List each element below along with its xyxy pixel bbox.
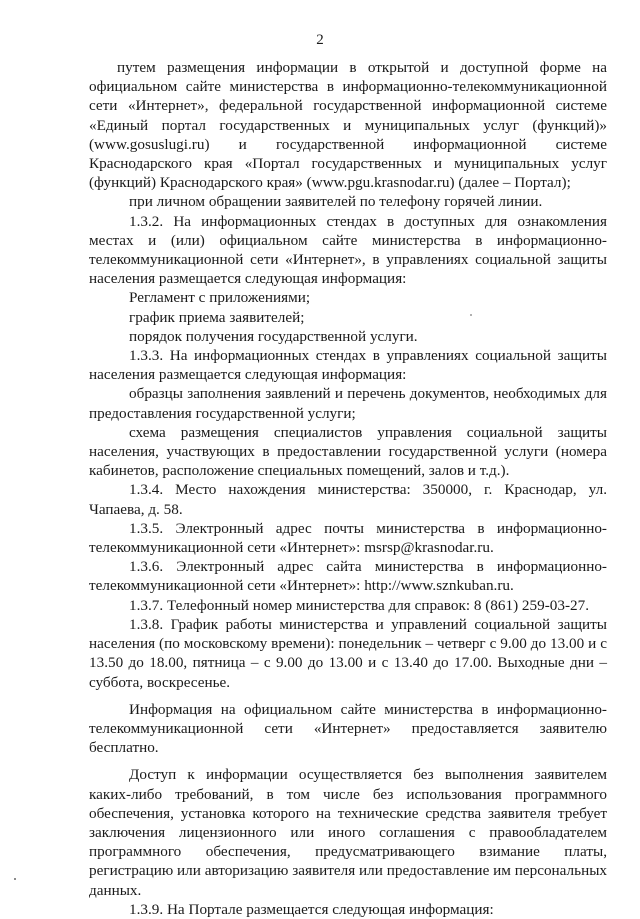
paragraph-free-information: Информация на официальном сайте министерства в информационно-телекоммуникационной сети «Интернет» предоставляется заявителю бесплатно.	[89, 700, 607, 757]
list-item-staff-layout: схема размещения специалистов управления социальной защиты населения, участвующих в предоставлении государственной услуги (номера кабинетов, расположение специальных помещений, залов и т.д.).	[89, 423, 607, 480]
paragraph-1-3-3: 1.3.3. На информационных стендах в управлениях социальной защиты населения размещается следующая информация:	[89, 347, 607, 384]
scan-speck	[470, 314, 472, 316]
paragraph-1-3-5-email: 1.3.5. Электронный адрес почты министерства в информационно-телекоммуникационной сети «Интернет»: msrsp@krasnodar.ru.	[89, 519, 607, 557]
list-item-regulation: Регламент с приложениями;	[129, 289, 311, 307]
paragraph-1-3-9-portal: 1.3.9. На Портале размещается следующая информация:	[129, 900, 494, 918]
paragraph-1-3-6-website: 1.3.6. Электронный адрес сайта министерства в информационно-телекоммуникационной сети «Интернет»: http://www.sznkuban.ru.	[89, 558, 607, 595]
paragraph-1-3-2: 1.3.2. На информационных стендах в доступных для ознакомления местах и (или) официальном сайте министерства в информационно-телекоммуникационной сети «Интернет», в управлениях социальной защиты населения размещается следующая информация:	[89, 212, 607, 288]
paragraph-1-3-7-phone: 1.3.7. Телефонный номер министерства для справок: 8 (861) 259-03-27.	[129, 596, 589, 614]
document-body	[89, 58, 607, 919]
scan-speck	[14, 878, 16, 880]
list-item-schedule: график приема заявителей;	[129, 308, 305, 326]
paragraph-publication-channels: путем размещения информации в открытой и доступной форме на официальном сайте министерства в информационно-телекоммуникационной сети «Интернет», федеральной государственной информационной системе «Единый портал государственных и муниципальных услуг (функций)» (www.gosuslugi.ru) и государственной информационной системе Краснодарского края «Портал государственных и муниципальных услуг (функций) Краснодарского края» (www.pgu.krasnodar.ru) (далее – Портал);	[89, 59, 607, 192]
page-number: 2	[316, 32, 324, 48]
paragraph-hotline: при личном обращении заявителей по телефону горячей линии.	[129, 193, 543, 211]
list-item-sample-forms: образцы заполнения заявлений и перечень документов, необходимых для предоставления государственной услуги;	[89, 385, 607, 422]
paragraph-1-3-4-address: 1.3.4. Место нахождения министерства: 350000, г. Краснодар, ул. Чапаева, д. 58.	[89, 481, 607, 518]
paragraph-access-conditions: Доступ к информации осуществляется без выполнения заявителем каких-либо требований, в том числе без использования программного обеспечения, установка которого на технические средства заявителя требует заключения лицензионного или иного соглашения с правообладателем программного обеспечения, предусматривающего взимание платы, регистрацию или авторизацию заявителя или предоставление им персональных данных.	[89, 766, 607, 899]
list-item-procedure: порядок получения государственной услуги.	[129, 327, 418, 345]
paragraph-1-3-8-work-hours: 1.3.8. График работы министерства и управлений социальной защиты населения (по московскому времени): понедельник – четверг с 9.00 до 13.00 и с 13.50 до 18.00, пятница – с 9.00 до 13.00 и с 13.40 до 17.00. Выходные дни – суббота, воскресенье.	[89, 615, 607, 691]
